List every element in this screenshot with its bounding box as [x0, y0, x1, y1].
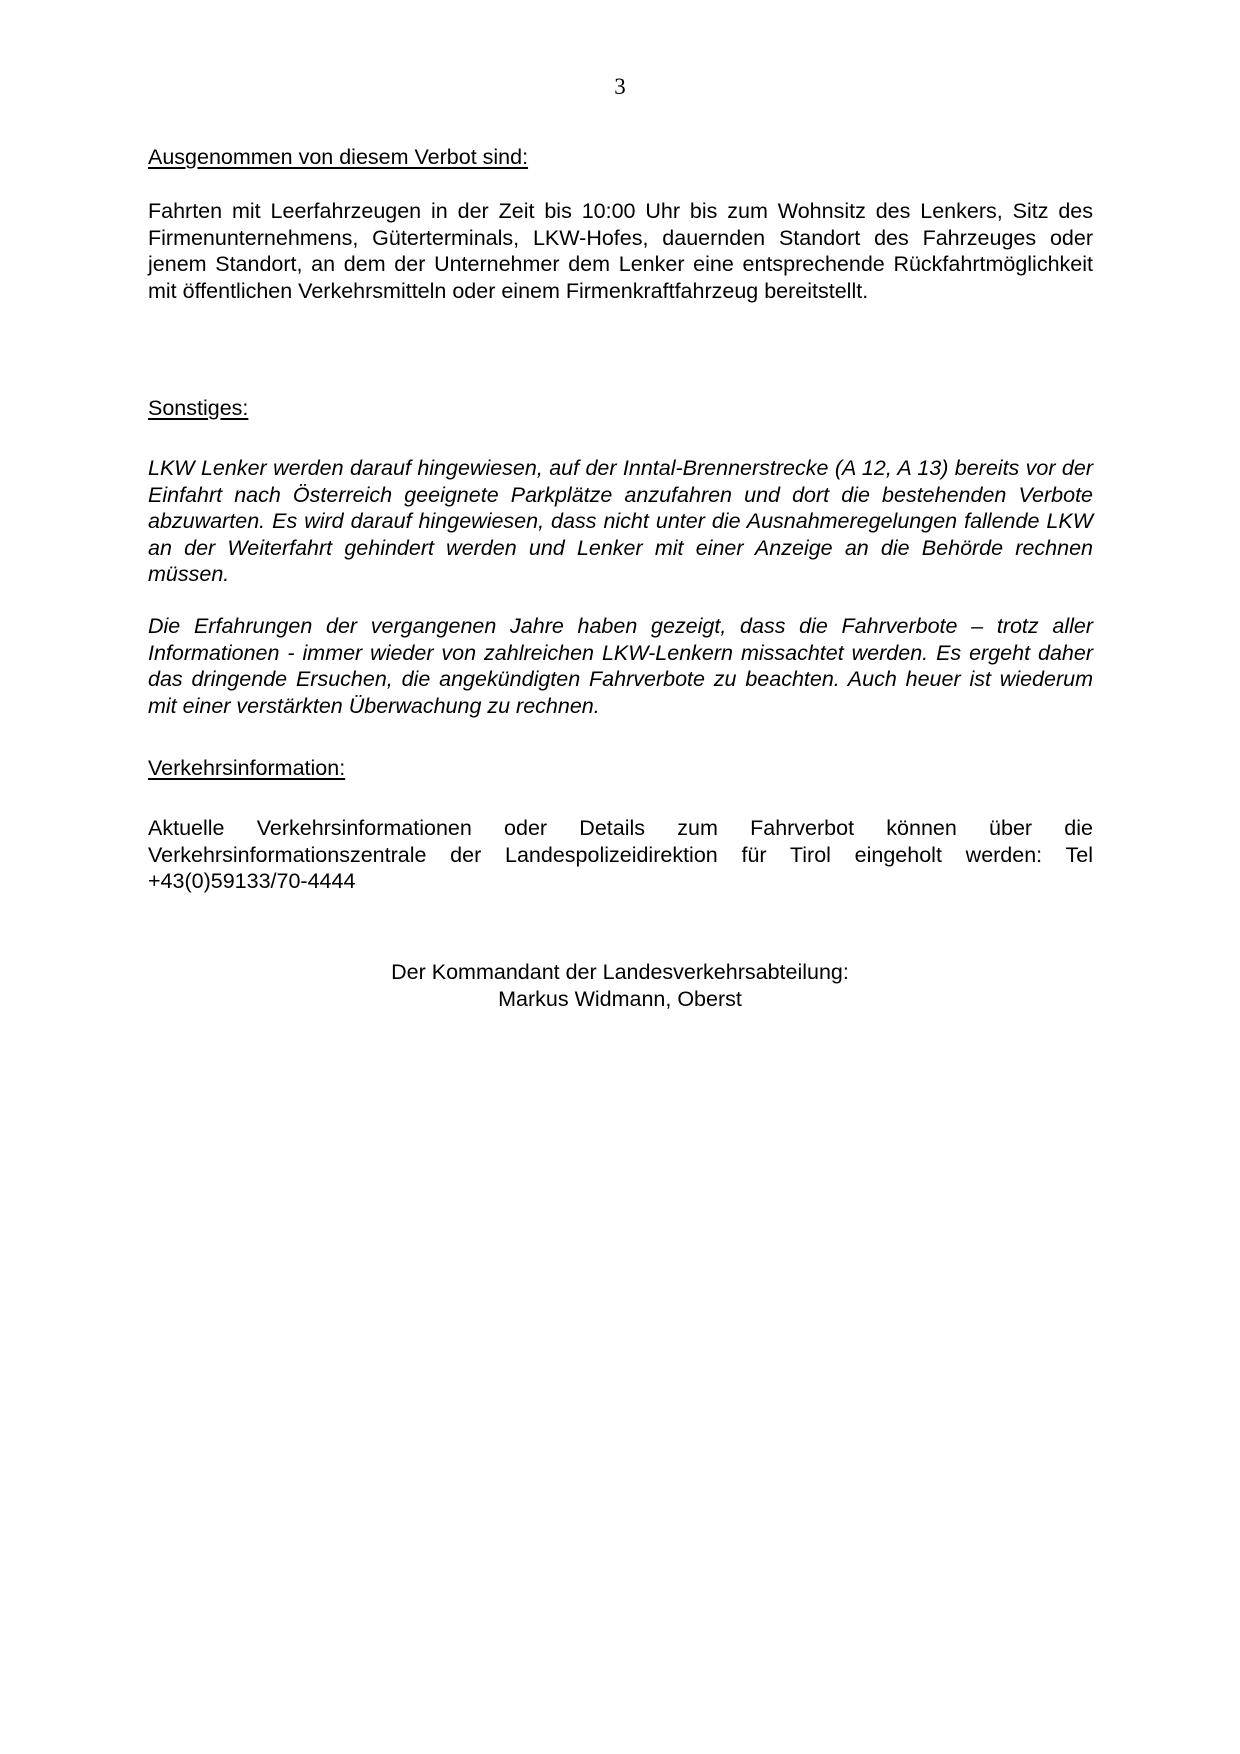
- traffic-info-paragraph: Aktuelle Verkehrsinformationen oder Details zum Fahrverbot können über die Verkehrsinformationszentrale der Landespolizeidirektion für Tirol eingeholt werden: Tel +43(0)59133/70-4444: [148, 816, 1093, 893]
- misc-paragraph-2: Die Erfahrungen der vergangenen Jahre haben gezeigt, dass die Fahrverbote – trotz aller Informationen - immer wieder von zahlreichen LKW-Lenkern missachtet werden. Es ergeht daher das dringende Ersuchen, die angekündigten Fahrverbote zu beachten. Auch heuer ist wiederum mit einer verstärkten Überwachung zu rechnen.: [148, 614, 1093, 718]
- exemption-heading: Ausgenommen von diesem Verbot sind:: [148, 145, 529, 169]
- signature-name: Markus Widmann, Oberst: [498, 987, 742, 1011]
- page-number: 3: [614, 74, 626, 99]
- misc-paragraph-1: LKW Lenker werden darauf hingewiesen, auf der Inntal-Brennerstrecke (A 12, A 13) bereits vor der Einfahrt nach Österreich geeignete Parkplätze anzufahren und dort die bestehenden Verbote abzuwarten. Es wird darauf hingewiesen, dass nicht unter die Ausnahmeregelungen fallende LKW an der Weiterfahrt gehindert werden und Lenker mit einer Anzeige an die Behörde rechnen müssen.: [148, 456, 1093, 586]
- traffic-info-heading: Verkehrsinformation:: [148, 756, 346, 780]
- signature-title: Der Kommandant der Landesverkehrsabteilung:: [391, 960, 849, 984]
- exemption-paragraph: Fahrten mit Leerfahrzeugen in der Zeit bis 10:00 Uhr bis zum Wohnsitz des Lenkers, Sitz des Firmenunternehmens, Güterterminals, LKW-Hofes, dauernden Standort des Fahrzeuges oder jenem Standort, an dem der Unternehmer dem Lenker eine entsprechende Rückfahrtmöglichkeit mit öffentlichen Verkehrsmitteln oder einem Firmenkraftfahrzeug bereitstellt.: [148, 199, 1093, 303]
- misc-heading: Sonstiges:: [148, 396, 249, 420]
